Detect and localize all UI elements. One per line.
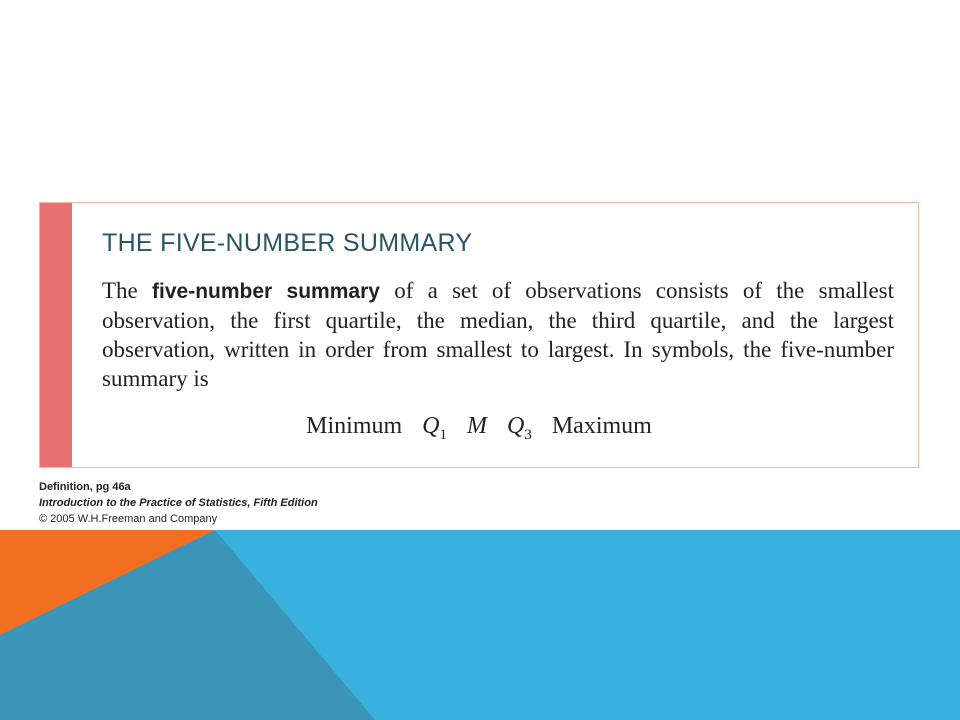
- definition-prefix: The: [102, 278, 138, 303]
- symbol-minimum: Minimum: [306, 413, 403, 439]
- symbol-maximum: Maximum: [551, 413, 652, 439]
- symbol-q3: $Q_3$: [507, 413, 532, 443]
- definition-box: [39, 202, 919, 468]
- five-number-symbols: [40, 413, 918, 444]
- symbol-median: M: [467, 413, 487, 439]
- symbol-q1: $Q_1$: [422, 413, 447, 443]
- source-citation: [39, 479, 318, 527]
- definition-text: [102, 276, 894, 393]
- definition-term: five-number summary: [152, 280, 380, 303]
- footer-decoration: [0, 530, 960, 720]
- definition-body: of a set of observations consists of the smallest observation, the first quartile, the median, the third quartile, and the largest observation, written in order from smallest to largest. In symbols, the five-number summary is: [102, 278, 895, 391]
- source-book: Introduction to the Practice of Statistics, Fifth Edition: [39, 497, 318, 509]
- source-definition: Definition, pg 46a: [39, 481, 131, 493]
- definition-title: THE FIVE-NUMBER SUMMARY: [102, 229, 473, 257]
- source-copyright: © 2005 W.H.Freeman and Company: [39, 513, 218, 525]
